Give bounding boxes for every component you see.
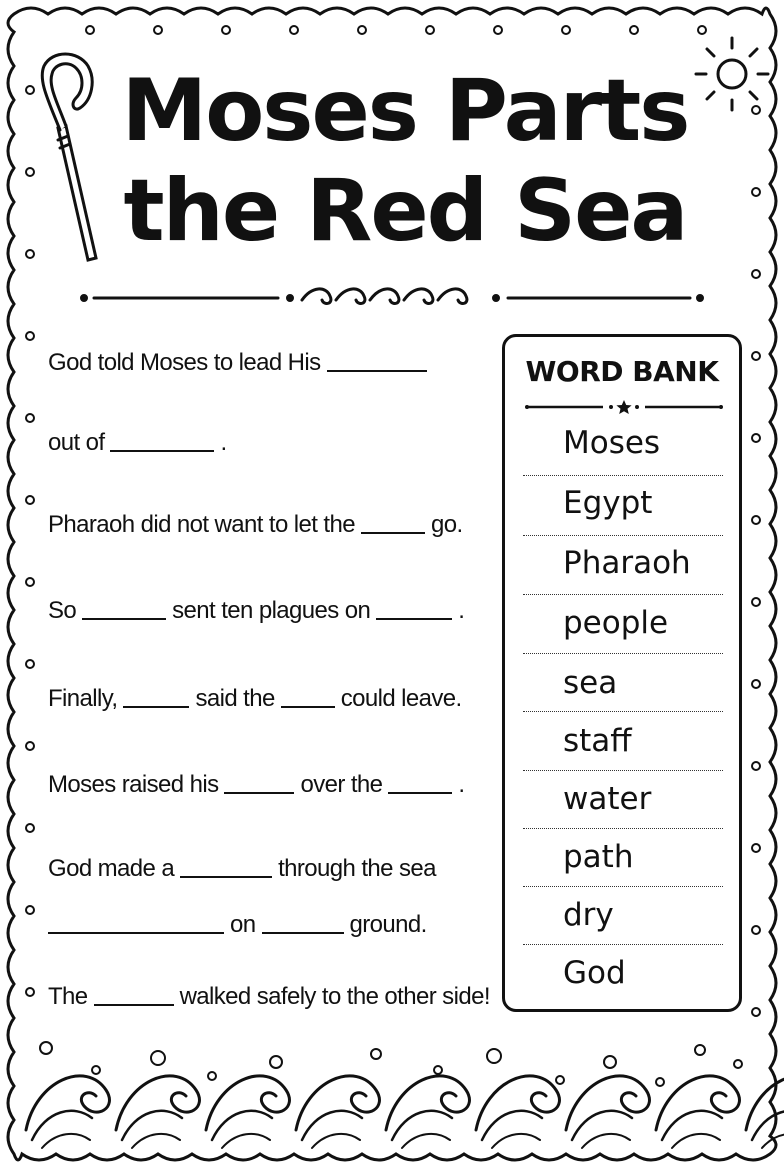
border-dot <box>752 1008 760 1016</box>
word-bank-line <box>523 886 723 887</box>
border-dot <box>752 434 760 442</box>
border-dot <box>86 26 94 34</box>
star-icon <box>616 400 631 414</box>
word-bank-line <box>523 535 723 536</box>
word-bank-word: path <box>563 839 634 875</box>
sentence-text: Pharaoh did not want to let the <box>48 511 355 538</box>
border-dot <box>154 26 162 34</box>
border-dot <box>426 26 434 34</box>
answer-blank[interactable] <box>123 684 189 708</box>
word-bank-title: WORD BANK <box>525 355 719 388</box>
border-dot <box>358 26 366 34</box>
word-bank-word: Egypt <box>563 485 653 521</box>
border-dot <box>26 250 34 258</box>
sentence-text: . <box>220 429 227 456</box>
sentence-3 <box>48 510 498 540</box>
sun-icon <box>696 38 768 110</box>
border-dot <box>26 742 34 750</box>
bubble <box>151 1051 165 1065</box>
sentence-text: ground. <box>349 911 427 938</box>
bubble <box>556 1076 564 1084</box>
border-dot <box>752 762 760 770</box>
word-bank-word: sea <box>563 665 618 701</box>
answer-blank[interactable] <box>327 348 427 372</box>
answer-blank[interactable] <box>180 854 272 878</box>
border-dot <box>752 352 760 360</box>
border-dot <box>752 270 760 278</box>
bubble <box>604 1056 616 1068</box>
border-dot <box>26 906 34 914</box>
page-title-line-1: Moses Parts <box>121 61 689 161</box>
bubble <box>434 1066 442 1074</box>
word-bank-divider <box>519 397 729 417</box>
border-dot <box>26 660 34 668</box>
border-dot <box>26 578 34 586</box>
wave-divider-icon <box>82 289 703 304</box>
border-dot <box>698 26 706 34</box>
word-bank-line <box>523 475 723 476</box>
sentence-text: Finally, <box>48 685 118 712</box>
word-bank-line <box>523 711 723 712</box>
sentence-text: over the <box>300 771 383 798</box>
sentence-text: through the sea <box>278 855 436 882</box>
border-dot <box>752 516 760 524</box>
bubble <box>208 1072 216 1080</box>
word-bank-word: God <box>563 955 626 991</box>
word-bank-word: Pharaoh <box>563 545 691 581</box>
answer-blank[interactable] <box>281 684 335 708</box>
sentence-text: out of <box>48 429 105 456</box>
answer-blank[interactable] <box>94 982 174 1006</box>
border-dot <box>752 926 760 934</box>
answer-blank[interactable] <box>388 770 452 794</box>
sentence-2 <box>48 428 498 458</box>
border-dot <box>26 168 34 176</box>
bubble <box>40 1042 52 1054</box>
sentence-text: God made a <box>48 855 175 882</box>
word-bank-word: staff <box>563 723 632 759</box>
sentence-text: So <box>48 597 77 624</box>
word-bank-line <box>523 944 723 945</box>
sentence-1 <box>48 348 498 378</box>
sentence-text: The <box>48 983 88 1010</box>
sentence-5 <box>48 684 498 714</box>
answer-blank[interactable] <box>361 510 425 534</box>
word-bank-line <box>523 594 723 595</box>
page-title-line-2: the Red Sea <box>123 161 687 261</box>
border-dot <box>630 26 638 34</box>
answer-blank[interactable] <box>262 910 344 934</box>
bubble <box>92 1066 100 1074</box>
answer-blank[interactable] <box>48 910 224 934</box>
shepherd-staff-icon <box>42 54 96 260</box>
word-bank-line <box>523 653 723 654</box>
border-dot <box>26 414 34 422</box>
answer-blank[interactable] <box>82 596 166 620</box>
bubble <box>656 1078 664 1086</box>
sentence-text: sent ten plagues on <box>172 597 371 624</box>
sentence-9 <box>48 982 498 1012</box>
sentence-text: said the <box>195 685 275 712</box>
border-dot <box>26 332 34 340</box>
sentence-4 <box>48 596 498 626</box>
sentence-text: on <box>230 911 256 938</box>
bubble <box>487 1049 501 1063</box>
answer-blank[interactable] <box>224 770 294 794</box>
answer-blank[interactable] <box>110 428 214 452</box>
word-bank-box <box>502 334 742 1012</box>
border-dot <box>26 496 34 504</box>
border-dot <box>752 188 760 196</box>
border-dot <box>290 26 298 34</box>
word-bank-line <box>523 828 723 829</box>
sentence-6 <box>48 770 498 800</box>
sentence-8 <box>48 910 498 940</box>
sentence-text: . <box>458 771 465 798</box>
word-bank-word: Moses <box>563 425 661 461</box>
bubble <box>270 1056 282 1068</box>
border-dot <box>26 824 34 832</box>
ocean-waves-icon <box>26 1042 784 1148</box>
border-dot <box>752 680 760 688</box>
bubble <box>734 1060 742 1068</box>
word-bank-line <box>523 770 723 771</box>
sentence-text: . <box>458 597 465 624</box>
sentence-text: could leave. <box>340 685 462 712</box>
word-bank-word: water <box>563 781 652 817</box>
word-bank-word: dry <box>563 897 614 933</box>
border-dot <box>752 598 760 606</box>
sentence-text: God told Moses to lead His <box>48 349 321 376</box>
border-dot <box>494 26 502 34</box>
border-dot <box>562 26 570 34</box>
sentence-text: go. <box>430 511 463 538</box>
sentence-text: walked safely to the other side! <box>179 983 490 1010</box>
sentence-7 <box>48 854 498 884</box>
border-dot <box>26 86 34 94</box>
border-dot <box>752 844 760 852</box>
bubble <box>695 1045 705 1055</box>
word-bank-word: people <box>563 605 669 641</box>
sentence-text: Moses raised his <box>48 771 219 798</box>
border-dot <box>26 988 34 996</box>
border-dot <box>752 106 760 114</box>
border-dot <box>222 26 230 34</box>
bubble <box>371 1049 381 1059</box>
answer-blank[interactable] <box>376 596 452 620</box>
